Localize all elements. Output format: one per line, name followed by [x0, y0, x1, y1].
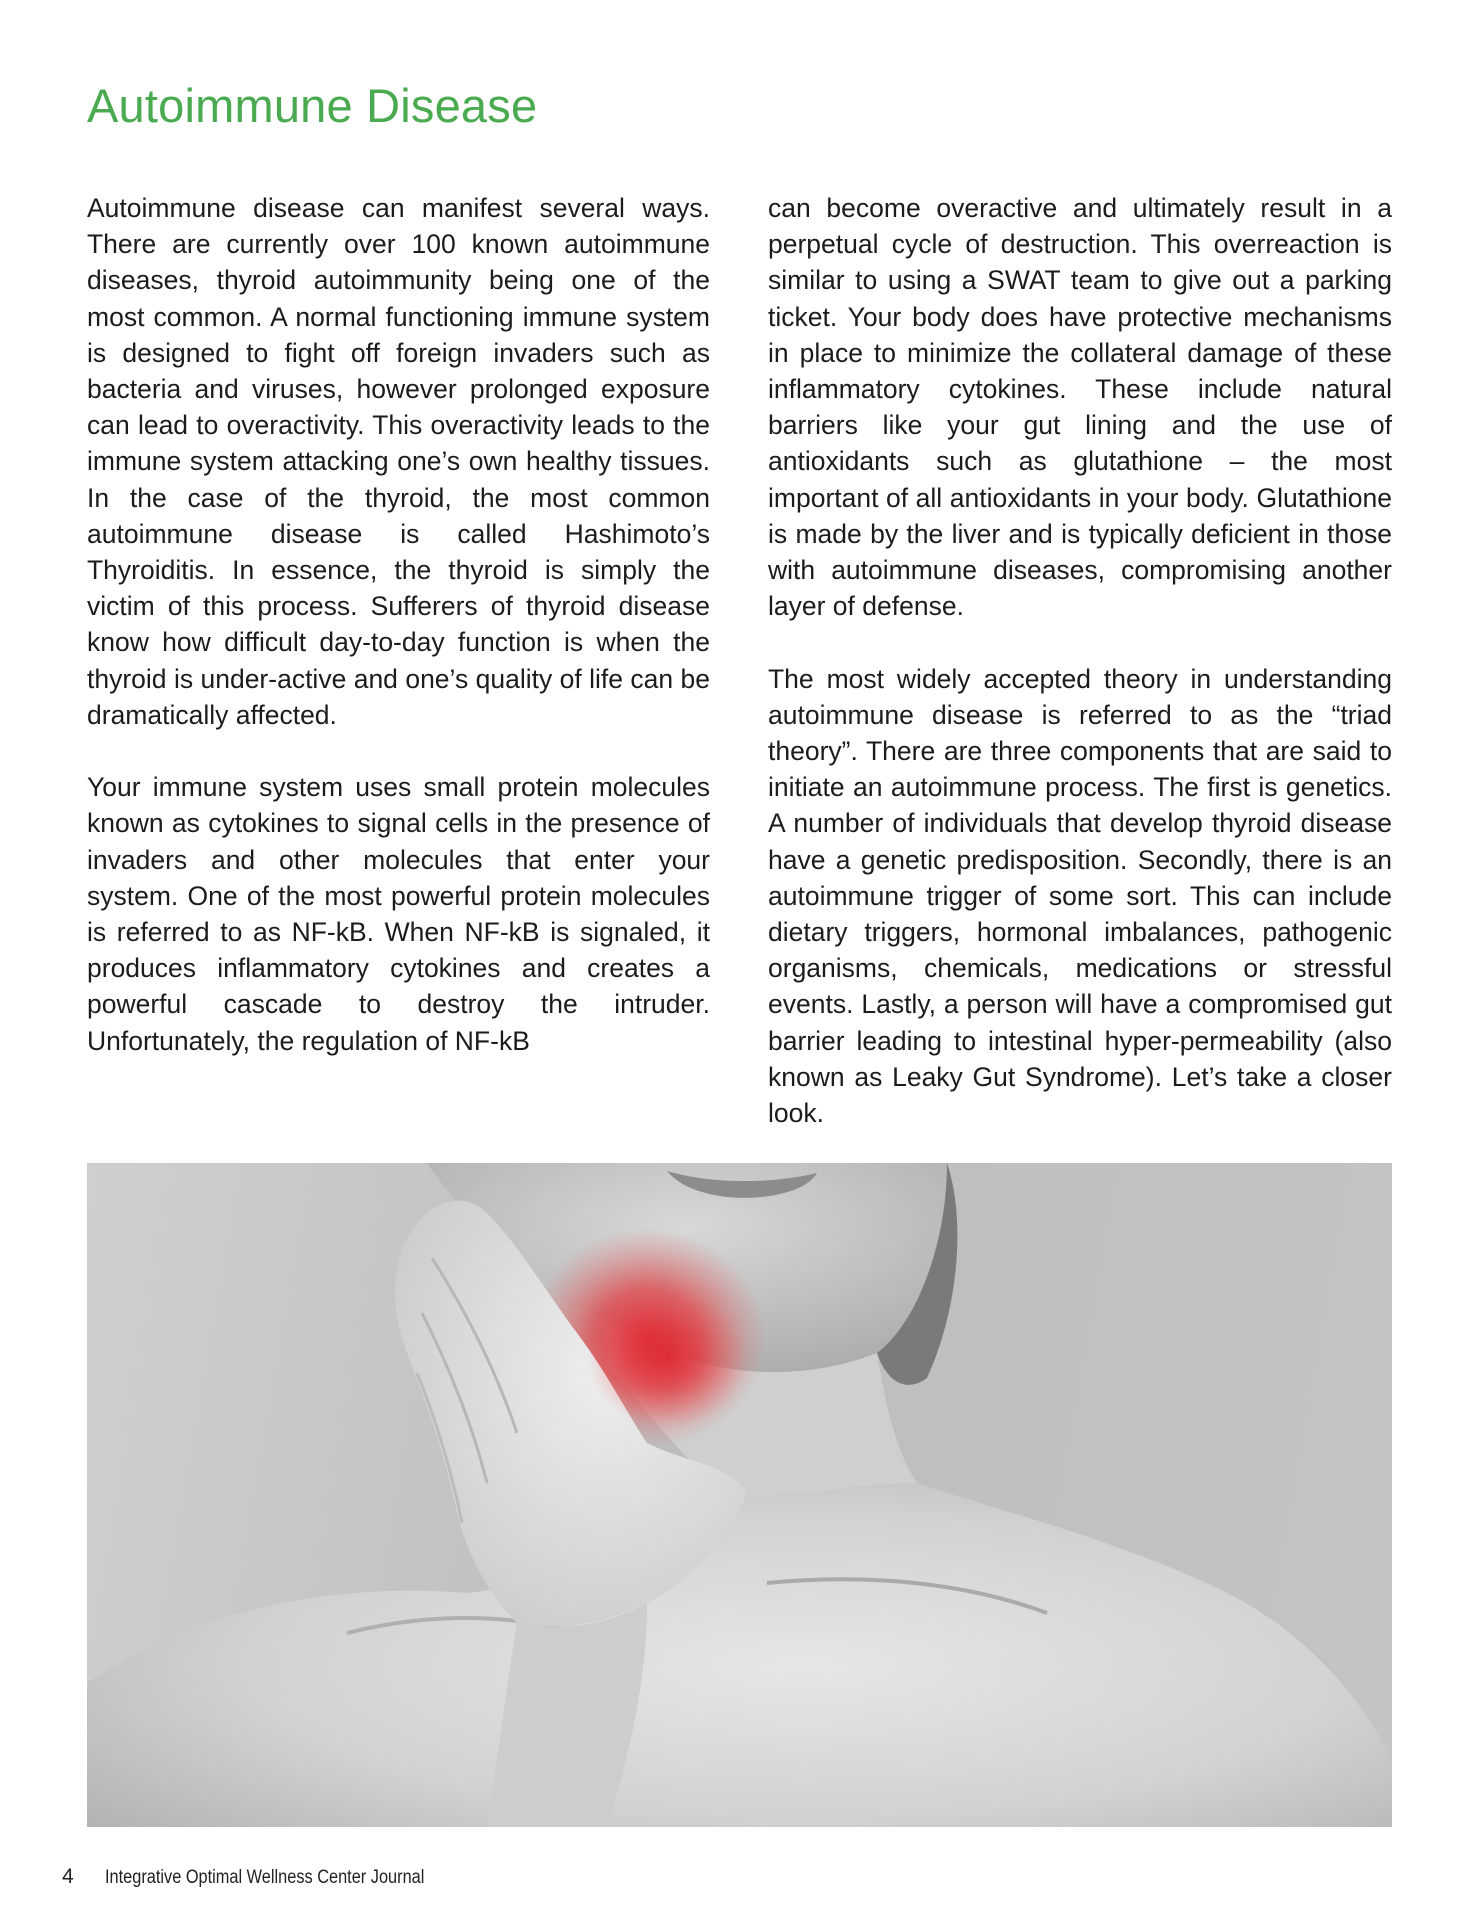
- throat-pain-photo: [87, 1163, 1392, 1827]
- paragraph: Your immune system uses small protein molecules known as cytokines to signal cells in the presence of invaders and other molecules that enter your system. One of the most powerful protein molecules is referred to as NF-kB. When NF-kB is signaled, it produces inflammatory cytokines and creates a powerful cascade to destroy the intruder. Unfortunately, the regulation of NF-kB: [87, 772, 710, 1056]
- page-number: 4: [62, 1865, 74, 1888]
- article-column-right: [768, 190, 1392, 1131]
- page-footer: [62, 1862, 476, 1892]
- page-title: Autoimmune Disease: [87, 79, 538, 132]
- article-column-left: [87, 190, 710, 1059]
- paragraph: The most widely accepted theory in understanding autoimmune disease is referred to as the “triad theory”. There are three components that are said to initiate an autoimmune process. The first is genetics. A number of individuals that develop thyroid disease have a genetic predisposition. Secondly, there is an autoimmune trigger of some sort. This can include dietary triggers, hormonal imbalances, pathogenic organisms, chemicals, medications or stressful events. Lastly, a person will have a compromised gut barrier leading to intestinal hyper-permeability (also known as Leaky Gut Syndrome). Let’s take a closer look.: [768, 663, 1392, 1129]
- paragraph: can become overactive and ultimately result in a perpetual cycle of destruction. This overreaction is similar to using a SWAT team to give out a parking ticket. Your body does have protective mechanisms in place to minimize the collateral damage of these inflammatory cytokines. These include natural barriers like your gut lining and the use of antioxidants such as glutathione – the most important of all antioxidants in your body. Glutathione is made by the liver and is typically deficient in those with autoimmune diseases, compromising another layer of defense.: [768, 193, 1392, 622]
- paragraph: Autoimmune disease can manifest several ways. There are currently over 100 known autoimmune diseases, thyroid autoimmunity being one of the most common. A normal functioning immune system is designed to fight off foreign invaders such as bacteria and viruses, however prolonged exposure can lead to overactivity. This overactivity leads to the immune system attacking one’s own healthy tissues. In the case of the thyroid, the most common autoimmune disease is called Hashimoto’s Thyroiditis. In essence, the thyroid is simply the victim of this process. Sufferers of thyroid disease know how difficult day-to-day function is when the thyroid is under-active and one’s quality of life can be dramatically affected.: [87, 193, 710, 730]
- journal-name: Integrative Optimal Wellness Center Journal: [104, 1867, 425, 1888]
